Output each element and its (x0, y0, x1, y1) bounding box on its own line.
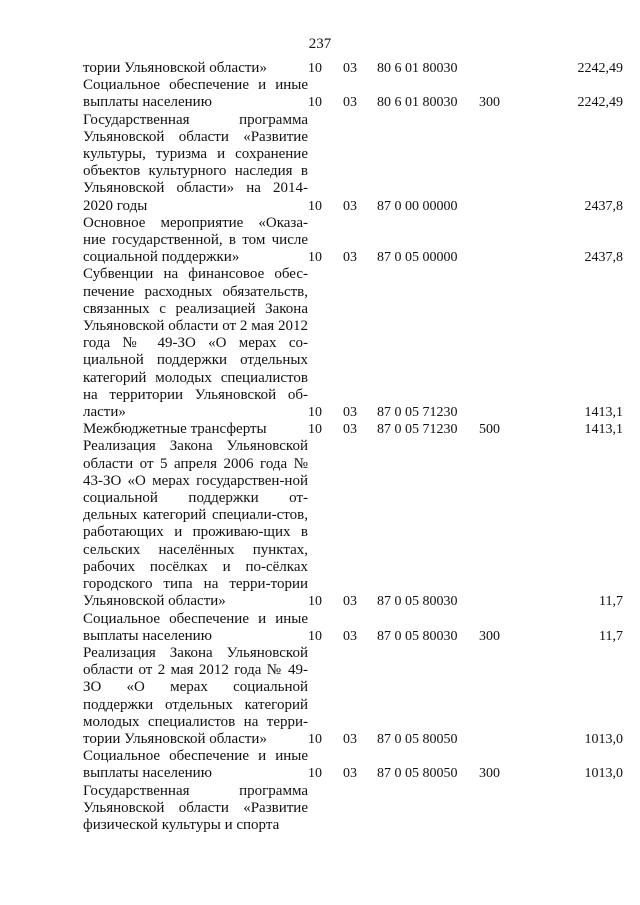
subsection-code: 03 (343, 766, 357, 782)
section-code: 10 (308, 198, 322, 214)
section-code: 10 (308, 731, 322, 747)
subsection-code: 03 (343, 628, 357, 644)
budget-table (83, 60, 623, 834)
section-code: 10 (308, 95, 322, 111)
amount: 11,7 (599, 628, 623, 644)
row-description: Государственная программа Ульяновской области «Развитие культуры, туризма и сохранение объектов культурного наследия в Ульяновской области» на 2014-2020 годы (83, 111, 308, 214)
subsection-code: 03 (343, 61, 357, 76)
section-code: 10 (308, 766, 322, 782)
row-description: Межбюджетные трансферты (83, 421, 267, 438)
row-description: Социальное обеспечение и иные выплаты населению (83, 610, 308, 644)
row-description: Социальное обеспечение и иные выплаты населению (83, 77, 308, 111)
target-item-code: 87 0 05 71230 (377, 422, 458, 438)
amount: 2242,49 (577, 61, 623, 76)
target-item-code: 87 0 00 00000 (377, 198, 458, 214)
table-row (83, 438, 623, 610)
section-code: 10 (308, 61, 322, 76)
subsection-code: 03 (343, 422, 357, 438)
target-item-code: 87 0 05 80050 (377, 766, 458, 782)
row-description: Реализация Закона Ульяновской области от 5 апреля 2006 года № 43-ЗО «О мерах государствен-ной социальной поддержки от-дельных категорий специали-стов, работающих и проживаю-щих в сельских населённых пунктах, рабочих посёлках и по-сёлках городского типа на терри-тории Ульяновской области» (83, 438, 308, 610)
table-row (83, 112, 623, 215)
amount: 11,7 (599, 594, 623, 610)
subsection-code: 03 (343, 198, 357, 214)
target-item-code: 87 0 05 00000 (377, 250, 458, 266)
target-item-code: 87 0 05 80050 (377, 731, 458, 747)
section-code: 10 (308, 250, 322, 266)
table-row (83, 645, 623, 748)
section-code: 10 (308, 422, 322, 438)
table-row (83, 611, 623, 645)
target-item-code: 80 6 01 80030 (377, 95, 458, 111)
table-row (83, 215, 623, 267)
amount: 1013,0 (584, 731, 623, 747)
amount: 2437,8 (584, 250, 623, 266)
amount: 1013,0 (584, 766, 623, 782)
expense-kind-code: 300 (479, 628, 500, 644)
target-item-code: 87 0 05 71230 (377, 405, 458, 421)
row-description: Основное мероприятие «Оказа-ние государственной, в том числе социальной поддержки» (83, 214, 308, 266)
table-row (83, 783, 623, 835)
target-item-code: 87 0 05 80030 (377, 628, 458, 644)
page-number: 237 (308, 36, 332, 52)
expense-kind-code: 300 (479, 766, 500, 782)
expense-kind-code: 500 (479, 422, 500, 438)
row-description: тории Ульяновской области» (83, 60, 267, 76)
expense-kind-code: 300 (479, 95, 500, 111)
subsection-code: 03 (343, 95, 357, 111)
amount: 1413,1 (584, 405, 623, 421)
target-item-code: 87 0 05 80030 (377, 594, 458, 610)
subsection-code: 03 (343, 731, 357, 747)
subsection-code: 03 (343, 405, 357, 421)
amount: 2242,49 (577, 95, 623, 111)
row-description: Социальное обеспечение и иные выплаты населению (83, 748, 308, 782)
amount: 2437,8 (584, 198, 623, 214)
subsection-code: 03 (343, 594, 357, 610)
table-row (83, 60, 623, 77)
table-row (83, 77, 623, 111)
target-item-code: 80 6 01 80030 (377, 61, 458, 76)
section-code: 10 (308, 405, 322, 421)
row-description: Государственная программа Ульяновской области «Развитие физической культуры и спорта (83, 782, 308, 833)
section-code: 10 (308, 628, 322, 644)
amount: 1413,1 (584, 422, 623, 438)
subsection-code: 03 (343, 250, 357, 266)
table-row (83, 421, 623, 438)
section-code: 10 (308, 594, 322, 610)
row-description: Субвенции на финансовое обес-печение расходных обязательств, связанных с реализацией Закона Ульяновской области от 2 мая 2012 года № 49-ЗО «О мерах со-циальной поддержки отдельных категорий молодых специалистов на территории Ульяновской об-ласти» (83, 266, 308, 421)
table-row (83, 748, 623, 782)
table-row (83, 266, 623, 421)
row-description: Реализация Закона Ульяновской области от 2 мая 2012 года № 49-ЗО «О мерах социальной поддержки отдельных категорий молодых специалистов на терри-тории Ульяновской области» (83, 644, 308, 747)
